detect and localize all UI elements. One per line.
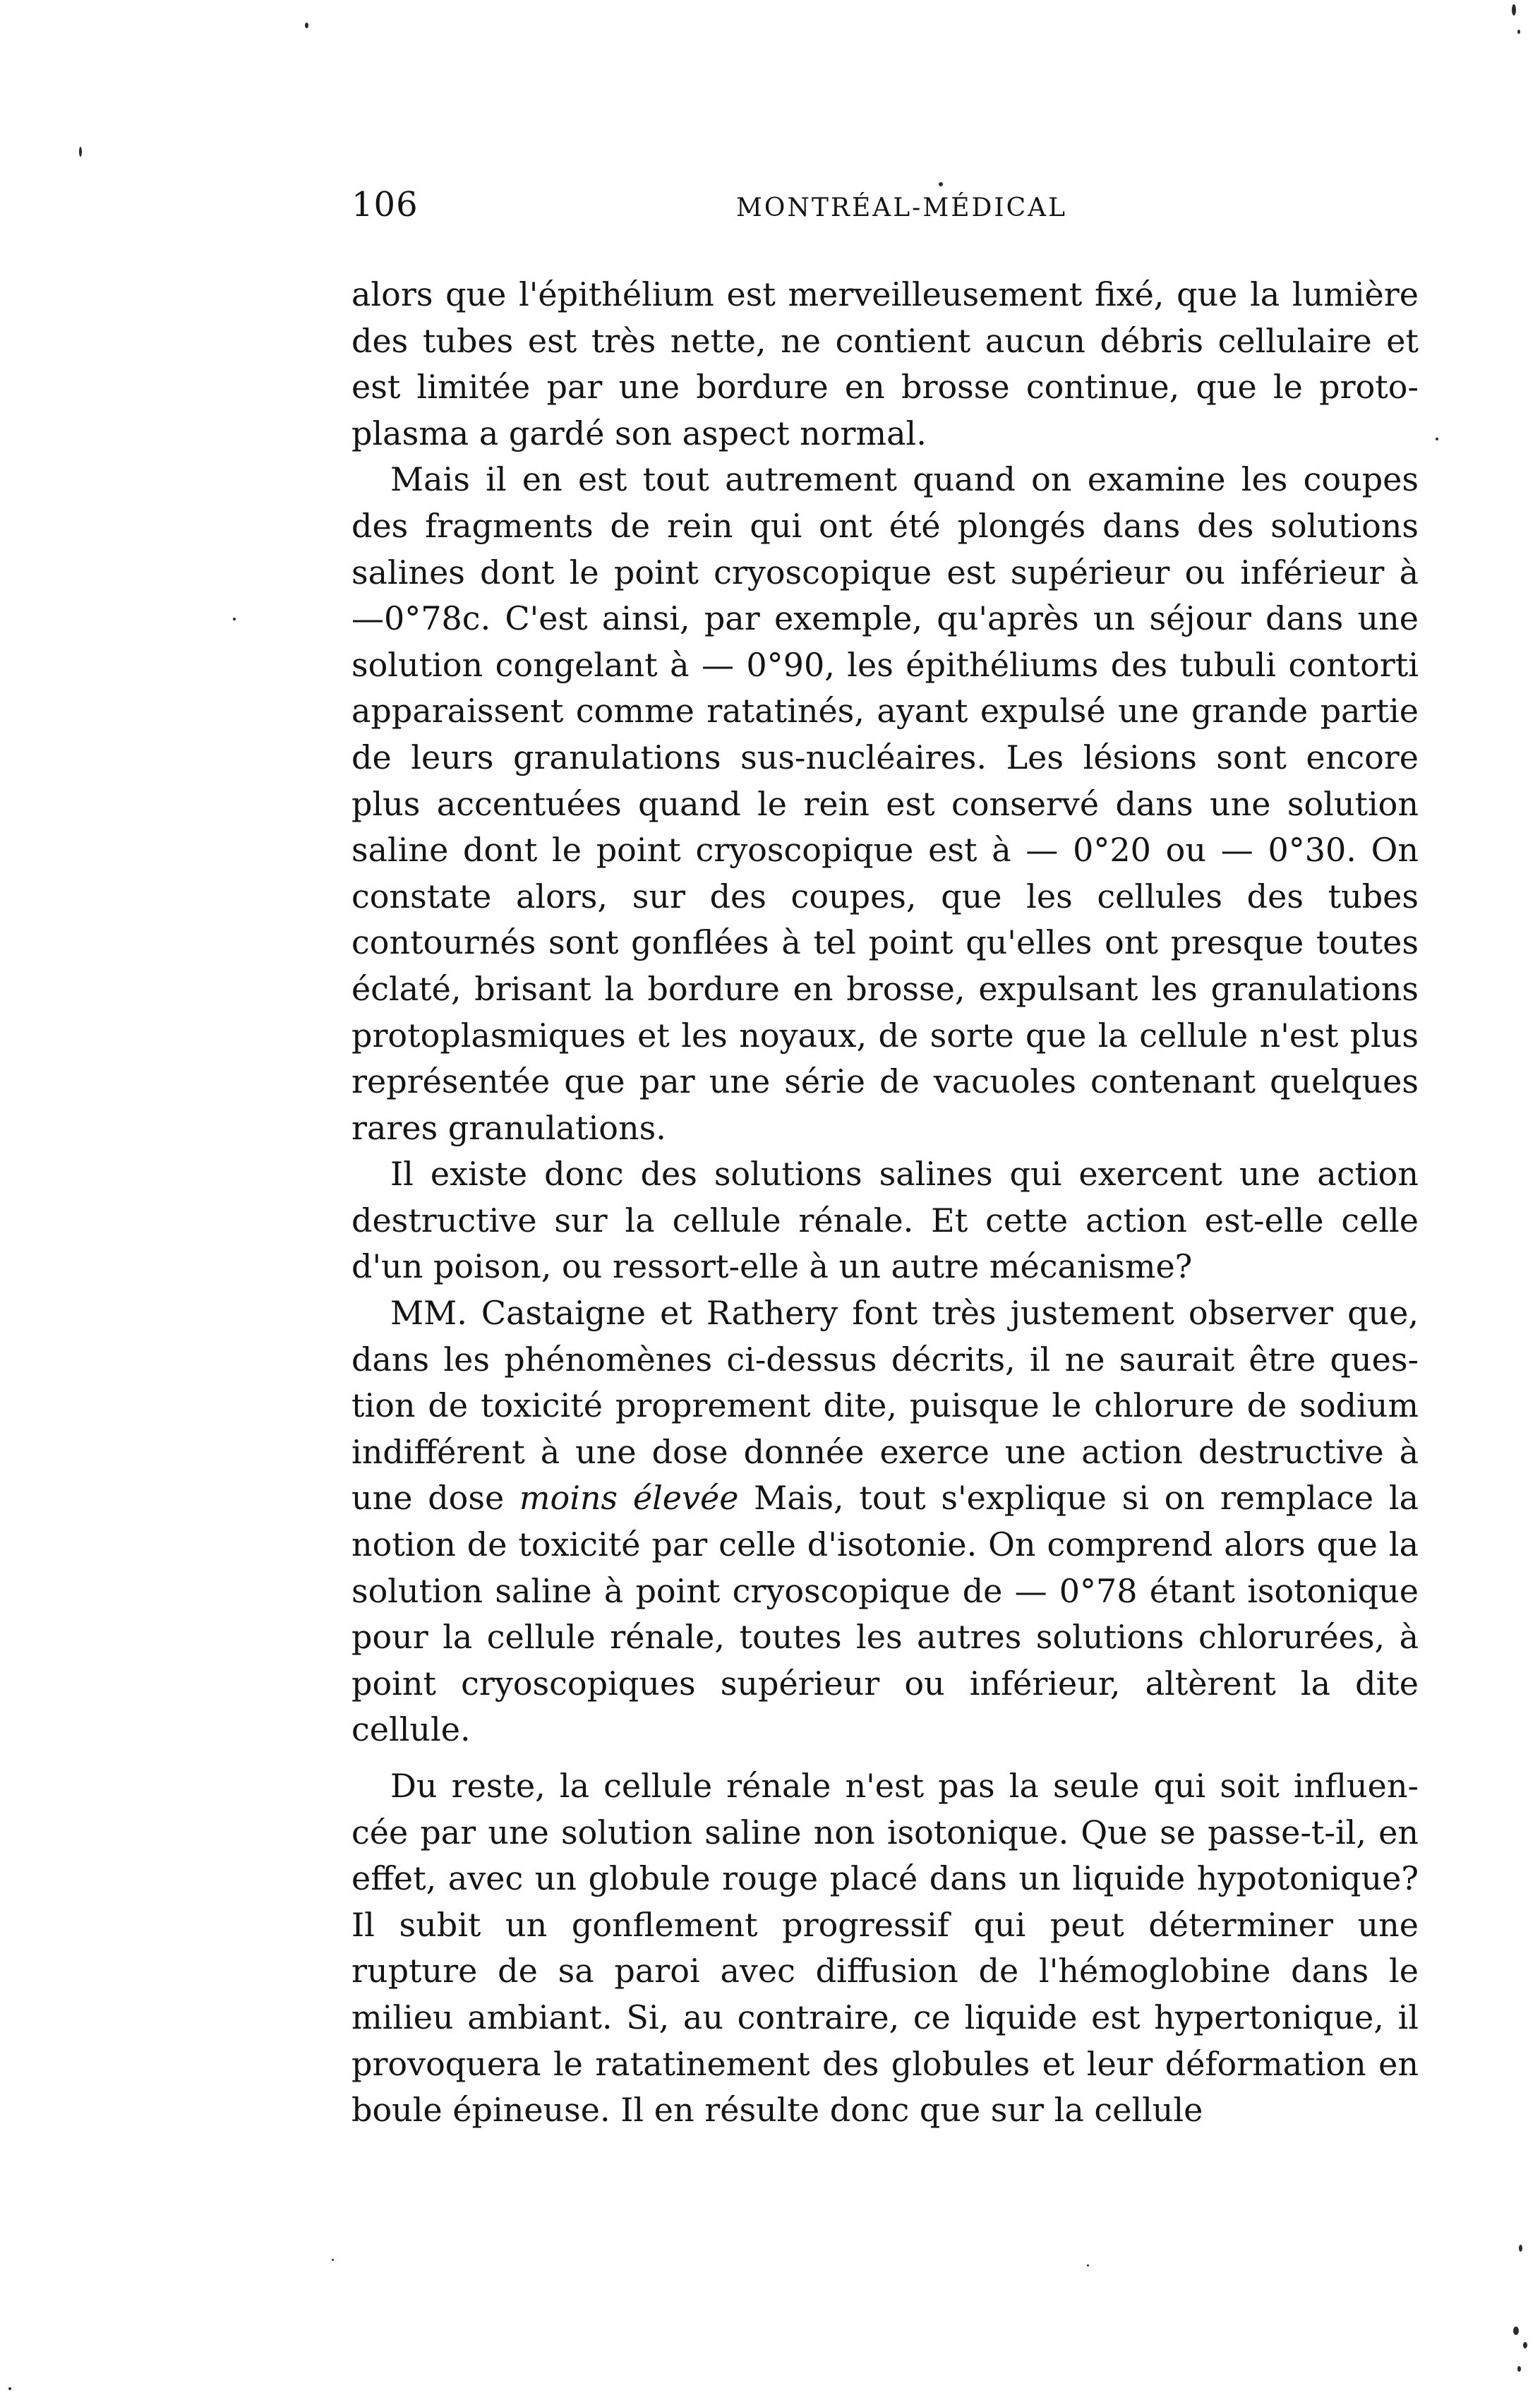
- paragraph-4-text-before: MM. Castaigne et Rathery font très justement observer que, dans les phénomènes ci-dessus décrits, il ne saurait être question de toxicité proprement dite, puisque le chlorure de sodium indifférent à une dose donnée exerce une action destructive à une dose: [351, 1294, 1419, 1518]
- paragraph-3: Il existe donc des solutions salines qui exercent une action destructive sur la cellule rénale. Et cette action est-elle celle d'un poison, ou ressort-elle à un autre mécanisme?: [351, 1155, 1419, 1286]
- scan-speck: [1517, 30, 1520, 34]
- scan-speck: [8, 2387, 11, 2390]
- scan-speck: [1519, 2245, 1522, 2252]
- scan-speck: [939, 182, 943, 186]
- scan-speck: [1513, 2327, 1519, 2335]
- body-text: [351, 272, 1419, 2134]
- scan-speck: [1517, 2366, 1521, 2372]
- scan-speck: [332, 2259, 334, 2261]
- paragraph-1: alors que l'épithélium est merveilleusement fixé, que la lumière des tubes est très nette, ne contient aucun débris cellulaire et est limitée par une bordure en brosse continue, que le protoplasma a gardé son aspect normal.: [351, 275, 1419, 452]
- page-header: [351, 185, 1417, 248]
- paragraph-2: Mais il en est tout autrement quand on examine les coupes des fragments de rein qui ont été plongés dans des solutions salines dont le point cryoscopique est supérieur ou inférieur à —0°78c. C'est ainsi, par exemple, qu'après un séjour dans une solution congelant à — 0°90, les épithéliums des tubuli contorti apparaissent comme ratatinés, ayant expulsé une grande partie de leurs granulations sus-nucléaires. Les lésions sont encore plus accentuées quand le rein est conservé dans une solution saline dont le point cryoscopique est à — 0°20 ou — 0°30. On constate alors, sur des coupes, que les cellules des tubes contournés sont gonflées à tel point qu'elles ont presque toutes éclaté, brisant la bordure en brosse, expulsant les granulations protoplasmiques et les noyaux, de sorte que la cellule n'est plus représentée que par une série de vacuoles contenant quelques rares granulations.: [351, 460, 1419, 1147]
- running-head: MONTRÉAL-MÉDICAL: [736, 193, 1068, 222]
- paragraph-4-emphasis: moins élevée: [519, 1479, 739, 1518]
- scan-speck: [1523, 2342, 1527, 2348]
- paragraph-4: [351, 1290, 1419, 1753]
- paragraph-5: Du reste, la cellule rénale n'est pas la seule qui soit influencée par une solution saline non isotonique. Que se passe-t-il, en effet, avec un globule rouge placé dans un liquide hypotonique? Il subit un gonflement progressif qui peut déterminer une rupture de sa paroi avec diffusion de l'hémoglobine dans le milieu ambiant. Si, au contraire, ce liquide est hypertonique, il provoquera le ratatinement des globules et leur déformation en boule épineuse. Il en résulte donc que sur la cellule: [351, 1767, 1419, 2130]
- page-number: 106: [351, 185, 419, 224]
- paragraph-4-text-after: Mais, tout s'explique si on remplace la notion de toxicité par celle d'isotonie. On comprend alors que la solution saline à point cryoscopique de — 0°78 étant isotonique pour la cellule rénale, toutes les autres solutions chlorurées, à point cryoscopiques supérieur ou inférieur, altèrent la dite cellule.: [351, 1479, 1419, 1749]
- scan-speck: [1512, 4, 1516, 16]
- scan-speck: [79, 147, 82, 157]
- scan-speck: [305, 23, 308, 28]
- scan-speck: [1436, 438, 1438, 440]
- scan-speck: [233, 618, 236, 620]
- scan-speck: [1087, 2264, 1089, 2267]
